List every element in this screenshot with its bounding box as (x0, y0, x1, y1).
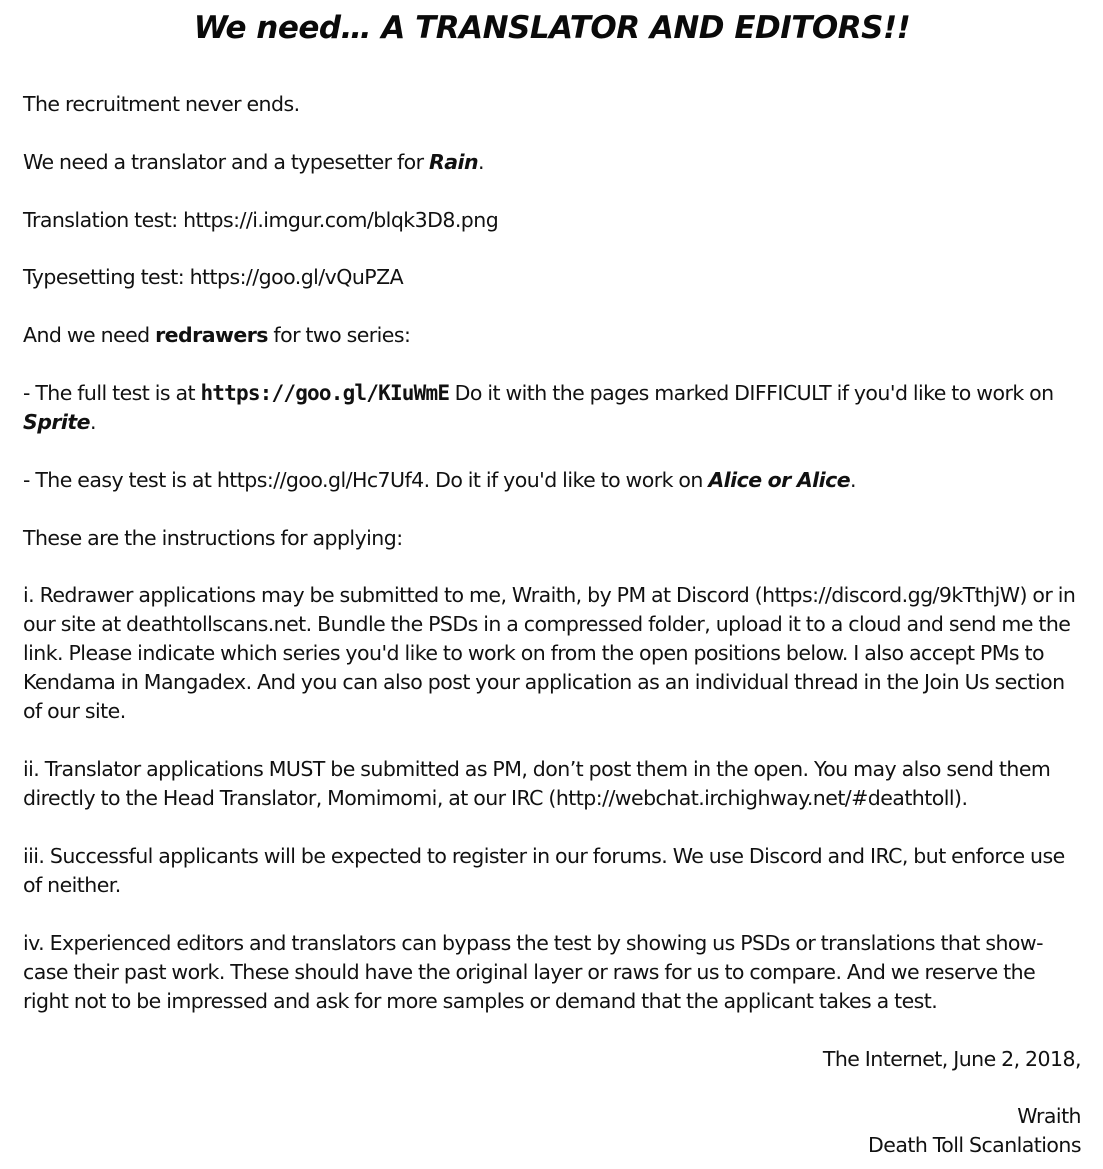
document-body (23, 0, 1081, 1160)
instruction-i: i. Redrawer applications may be submitted to me, Wraith, by PM at Discord (https://discord.gg/9kTthjW) or in our site at deathtollscans.net. Bundle the PSDs in a compressed folder, upload it to a cloud and send me the link. Please indicate which series you'd like to work on from the open positions below. I also accept PMs to Kendama in Mangadex. And you can also post your application as an individual thread in the Join Us section of our site. (23, 583, 1076, 724)
text-segment: . (850, 467, 857, 492)
intro-paragraph: The recruitment never ends. (23, 92, 300, 116)
easy-test-paragraph (23, 466, 1081, 495)
instruction-ii: ii. Translator applications MUST be submitted as PM, don’t post them in the open. You may also send them directly to the Head Translator, Momimomi, at our IRC (http://webchat.irchighway.net/#deathtoll). (23, 757, 1051, 811)
text-segment: - The full test is at (23, 380, 201, 405)
series-name-alice: Alice or Alice (708, 467, 851, 492)
text-segment: for two series: (267, 323, 411, 348)
text-segment: And we need (23, 323, 156, 348)
redrawers-paragraph (23, 321, 1081, 350)
instruction-iv: iv. Experienced editors and translators can bypass the test by showing us PSDs or translations that show-case their past work. These should have the original layer or raws for us to compare. And we reserve the right not to be impressed and ask for more samples or demand that the applicant takes a test. (23, 930, 1043, 1013)
redrawers-emphasis: redrawers (155, 323, 268, 348)
page-title: We need… A TRANSLATOR AND EDITORS!! (193, 10, 911, 46)
dateline: The Internet, June 2, 2018, (822, 1046, 1081, 1071)
text-segment: Do it with the pages marked DIFFICULT if you'd like to work on (449, 380, 1054, 405)
signature-name: Wraith (1017, 1104, 1081, 1129)
typesetting-test-paragraph: Typesetting test: https://goo.gl/vQuPZA (23, 265, 404, 290)
instruction-iii: iii. Successful applicants will be expected to register in our forums. We use Discord and IRC, but enforce use of neither. (23, 843, 1065, 897)
text-segment: We need a translator and a typesetter for (23, 149, 429, 174)
series-name-rain: Rain (429, 149, 479, 174)
signature-group: Death Toll Scanlations (868, 1133, 1081, 1158)
translation-test-paragraph: Translation test: https://i.imgur.com/blqk3D8.png (23, 207, 499, 232)
text-segment: - The easy test is at https://goo.gl/Hc7Uf4. Do it if you'd like to work on (23, 467, 709, 492)
text-segment: . (89, 409, 96, 434)
letter-content (23, 90, 1081, 1160)
translator-typesetter-paragraph (23, 148, 1081, 177)
instructions-heading: These are the instructions for applying: (23, 525, 403, 550)
full-test-link: https://goo.gl/KIuWmE (200, 380, 450, 405)
series-name-sprite: Sprite (23, 409, 90, 434)
text-segment: . (478, 149, 485, 174)
full-test-paragraph (23, 379, 1081, 437)
signature-block (23, 1102, 1081, 1160)
